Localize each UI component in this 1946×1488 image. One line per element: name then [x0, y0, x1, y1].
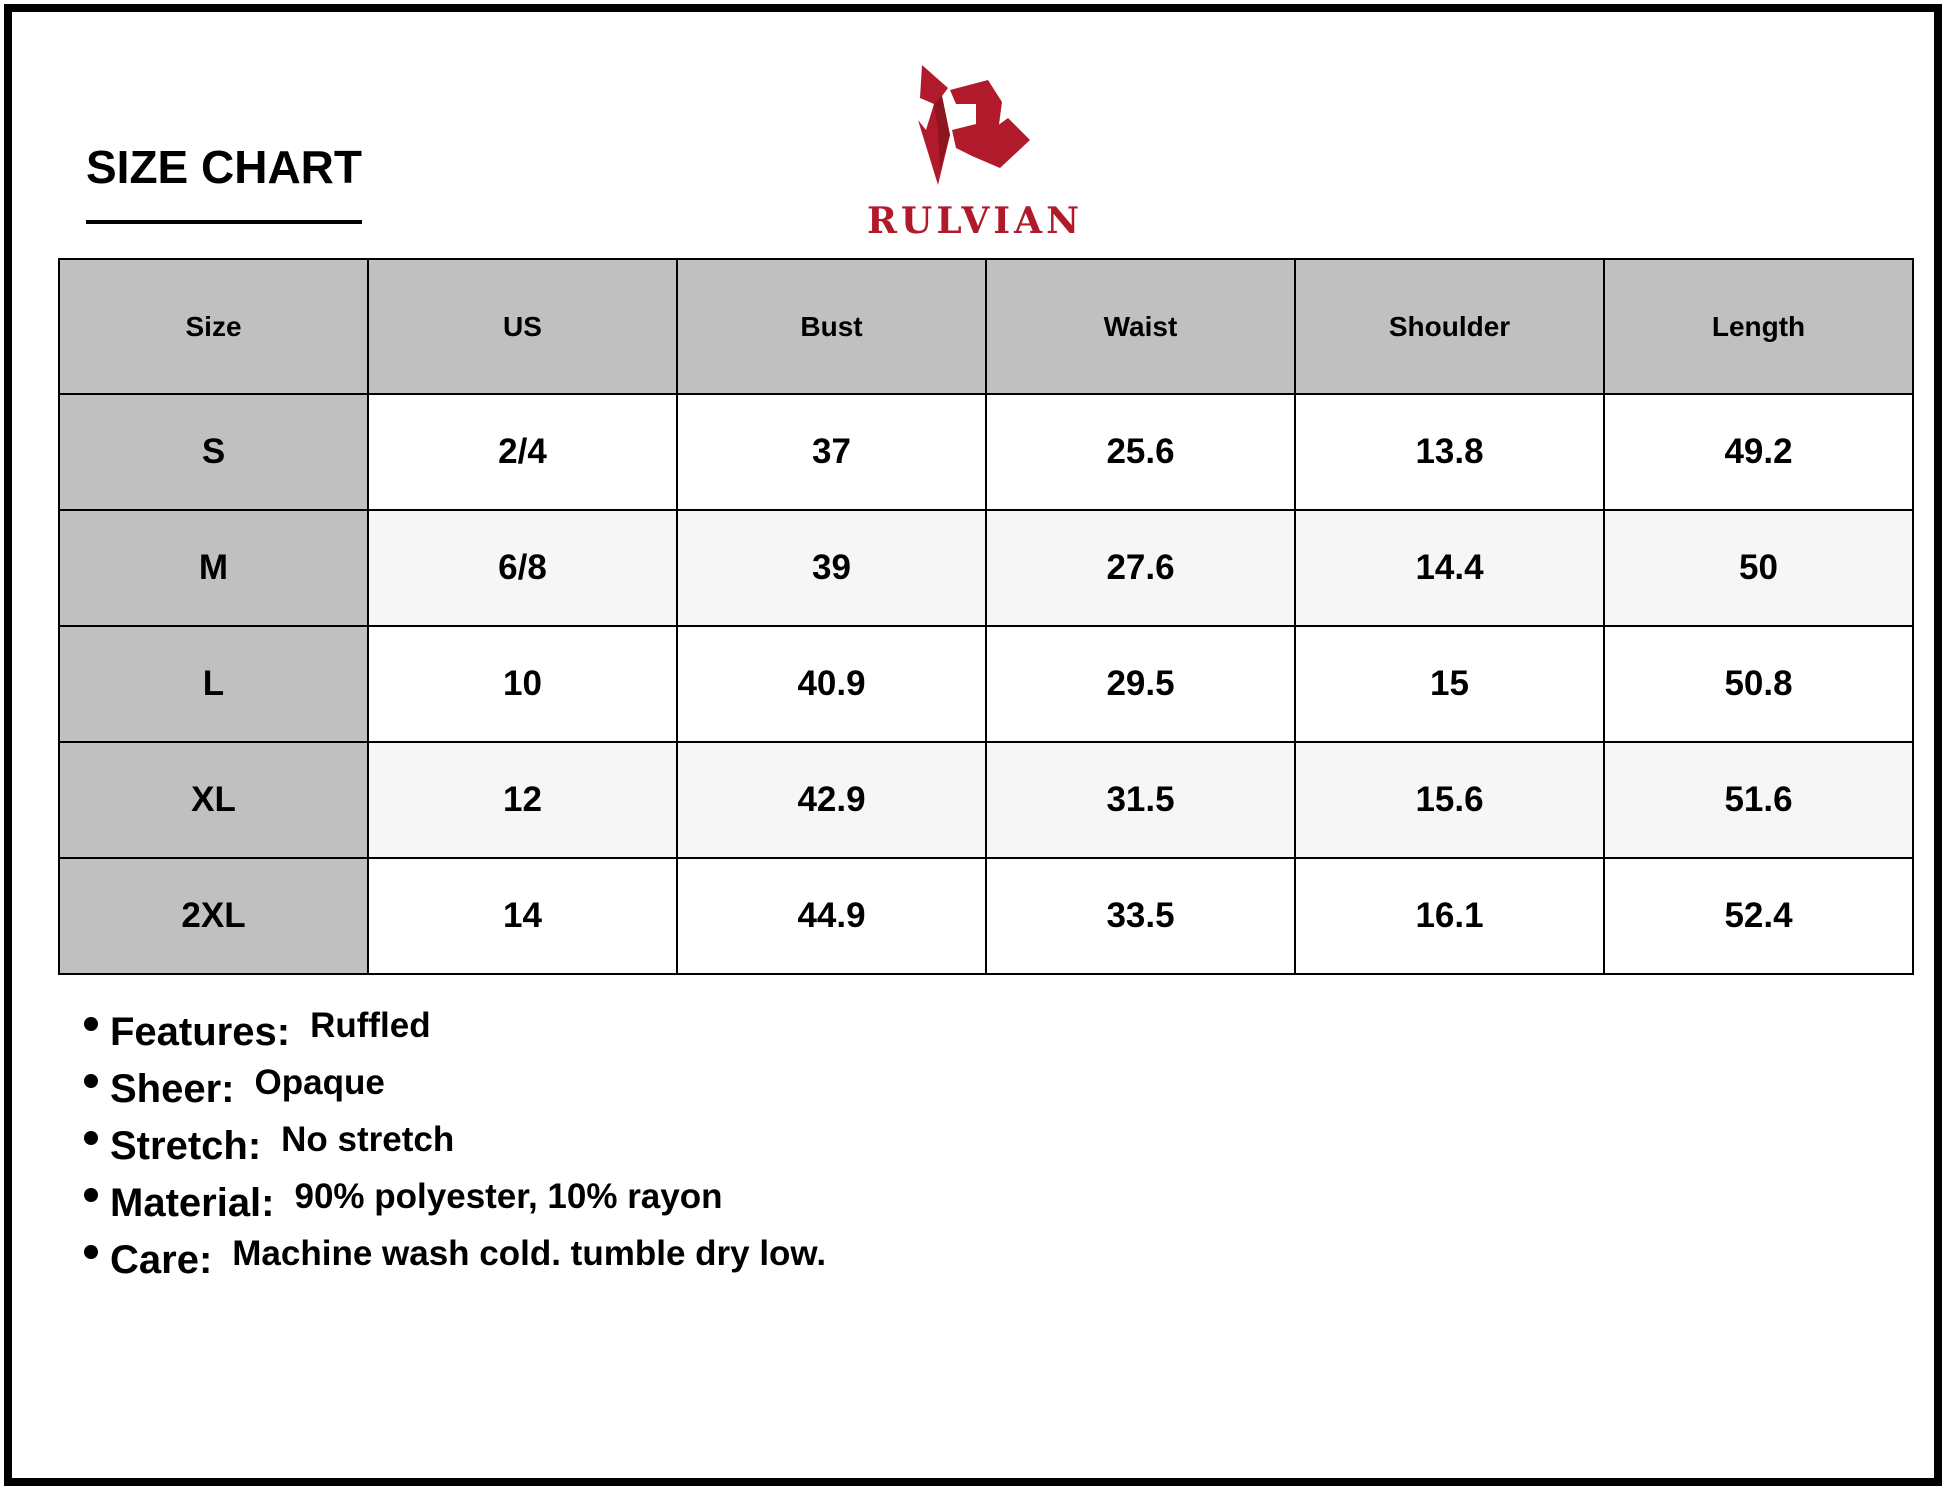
feature-item — [84, 1006, 826, 1067]
cell-size: S — [59, 394, 368, 510]
table-row — [59, 858, 1913, 974]
feature-item — [84, 1063, 826, 1124]
header-bust: Bust — [677, 259, 986, 394]
table-row — [59, 510, 1913, 626]
cell-bust: 40.9 — [677, 626, 986, 742]
cell-waist: 25.6 — [986, 394, 1295, 510]
header-length: Length — [1604, 259, 1913, 394]
feature-value: 90% polyester, 10% rayon — [294, 1177, 723, 1216]
cell-shoulder: 15 — [1295, 626, 1604, 742]
cell-length: 52.4 — [1604, 858, 1913, 974]
feature-label: Features: — [110, 1010, 291, 1054]
bullet-icon — [84, 1074, 98, 1088]
cell-waist: 31.5 — [986, 742, 1295, 858]
cell-waist: 29.5 — [986, 626, 1295, 742]
size-table — [58, 258, 1914, 975]
cell-shoulder: 13.8 — [1295, 394, 1604, 510]
feature-item — [84, 1234, 827, 1295]
cell-us: 6/8 — [368, 510, 677, 626]
table-row — [59, 742, 1913, 858]
cell-bust: 42.9 — [677, 742, 986, 858]
cell-us: 2/4 — [368, 394, 677, 510]
r-logo-icon — [860, 60, 1090, 200]
features-list — [84, 1006, 827, 1295]
header-row — [59, 259, 1913, 394]
cell-length: 51.6 — [1604, 742, 1913, 858]
cell-length: 50.8 — [1604, 626, 1913, 742]
feature-value: Machine wash cold. tumble dry low. — [232, 1234, 827, 1273]
cell-size: L — [59, 626, 368, 742]
bullet-icon — [84, 1188, 98, 1202]
feature-label: Care: — [110, 1238, 213, 1282]
cell-shoulder: 16.1 — [1295, 858, 1604, 974]
header-shoulder: Shoulder — [1295, 259, 1604, 394]
cell-size: XL — [59, 742, 368, 858]
cell-shoulder: 14.4 — [1295, 510, 1604, 626]
page-title: SIZE CHART — [86, 141, 362, 193]
cell-shoulder: 15.6 — [1295, 742, 1604, 858]
feature-value: Ruffled — [310, 1006, 431, 1045]
feature-label: Stretch: — [110, 1124, 262, 1168]
cell-length: 50 — [1604, 510, 1913, 626]
bullet-icon — [84, 1017, 98, 1031]
header-size: Size — [59, 259, 368, 394]
table-row — [59, 626, 1913, 742]
cell-bust: 37 — [677, 394, 986, 510]
feature-label: Sheer: — [110, 1067, 235, 1111]
cell-bust: 44.9 — [677, 858, 986, 974]
header-waist: Waist — [986, 259, 1295, 394]
cell-us: 12 — [368, 742, 677, 858]
brand-name: RULVIAN — [867, 200, 1083, 242]
cell-us: 14 — [368, 858, 677, 974]
header-us: US — [368, 259, 677, 394]
bullet-icon — [84, 1131, 98, 1145]
feature-item — [84, 1177, 826, 1238]
cell-waist: 33.5 — [986, 858, 1295, 974]
feature-label: Material: — [110, 1181, 275, 1225]
cell-us: 10 — [368, 626, 677, 742]
title-underline — [86, 220, 362, 224]
brand-logo — [860, 60, 1090, 240]
feature-value: Opaque — [254, 1063, 385, 1102]
cell-size: M — [59, 510, 368, 626]
table-row — [59, 394, 1913, 510]
feature-item — [84, 1120, 826, 1181]
cell-bust: 39 — [677, 510, 986, 626]
bullet-icon — [84, 1245, 98, 1259]
cell-size: 2XL — [59, 858, 368, 974]
cell-waist: 27.6 — [986, 510, 1295, 626]
cell-length: 49.2 — [1604, 394, 1913, 510]
feature-value: No stretch — [281, 1120, 455, 1159]
